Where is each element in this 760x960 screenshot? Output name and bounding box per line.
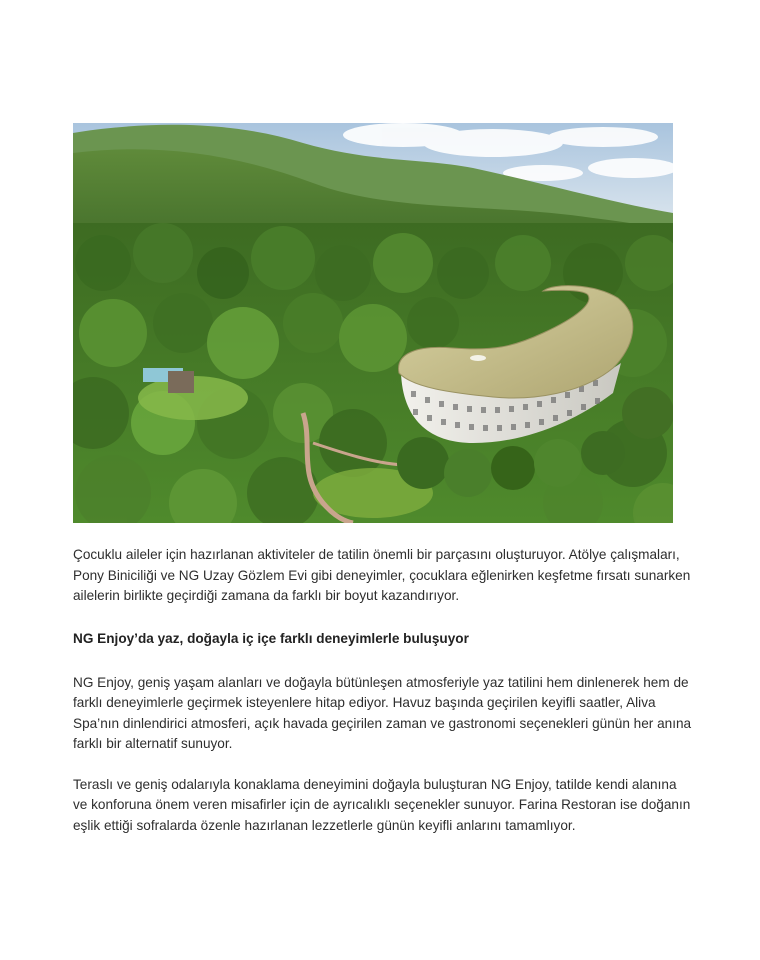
hotel-aerial-photo <box>73 123 673 523</box>
section-subheading: NG Enjoy’da yaz, doğayla iç içe farklı deneyimlerle buluşuyor <box>73 630 469 646</box>
paragraph-3: Teraslı ve geniş odalarıyla konaklama deneyimini doğayla buluşturan NG Enjoy, tatilde kendi alanına ve konforuna önem veren misafirler için de ayrıcalıklı seçenekler sunuyor. Farina Restoran ise doğanın eşlik ettiği sofralarda özenle hazırlanan lezzetlerle günün keyifli anlarını tamamlıyor. <box>73 776 691 833</box>
paragraph-2: NG Enjoy, geniş yaşam alanları ve doğayla bütünleşen atmosferiyle yaz tatilini hem dinlenerek hem de farklı deneyimlerle geçirmek isteyenlere hitap ediyor. Havuz başında geçirilen keyifli saatler, Aliva Spa’nın dinlendirici atmosferi, açık havada geçirilen zaman ve gastronomi seçenekleri günün her anına farklı bir alternatif sunuyor. <box>73 674 692 751</box>
paragraph-1: Çocuklu aileler için hazırlanan aktiviteler de tatilin önemli bir parçasını oluşturuyor. Atölye çalışmaları, Pony Biniciliği ve NG Uzay Gözlem Evi gibi deneyimler, çocuklara eğlenirken keşfetme fırsatı sunarken ailelerin birlikte geçirdiği zamana da farklı bir boyut kazandırıyor. <box>73 547 691 603</box>
article <box>73 123 693 836</box>
hero-image <box>73 123 673 523</box>
